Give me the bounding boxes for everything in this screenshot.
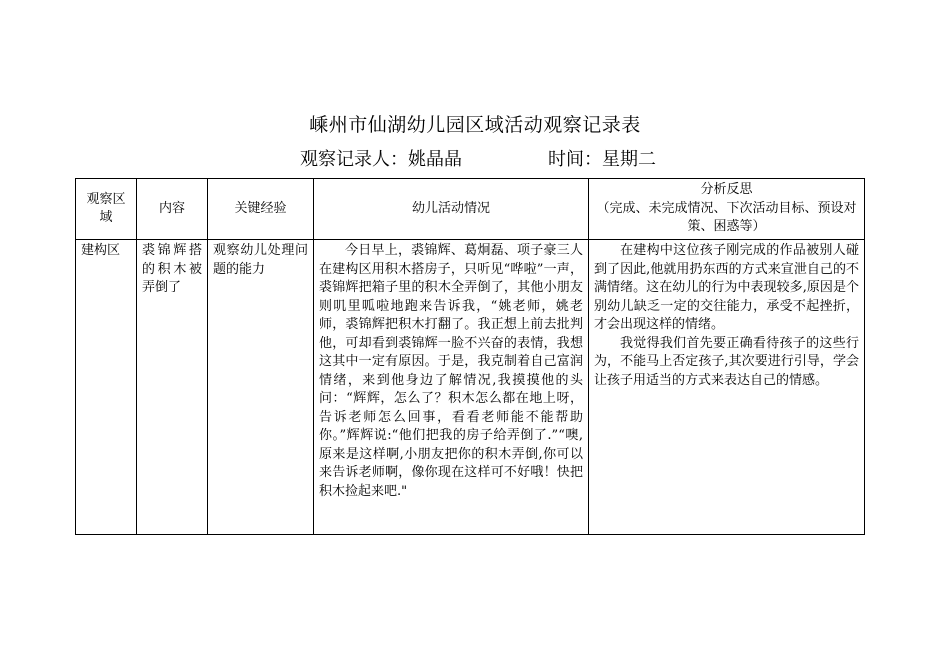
analysis-paragraph-1: 在建构中这位孩子刚完成的作品被别人碰到了因此,他就用扔东西的方式来宣泄自己的不满情绪。这在幼儿的行为中表现较多,原因是个别幼儿缺乏一定的交往能力，承受不起挫折，才会出现这样的情绪。: [594, 243, 859, 332]
cell-child-activity: [314, 240, 589, 535]
page-title: 嵊州市仙湖幼儿园区域活动观察记录表: [309, 114, 641, 136]
header-row: [76, 179, 865, 240]
analysis-paragraph-2: 我觉得我们首先要正确看待孩子的这些行为，不能马上否定孩子,其次要进行引导，学会让孩子用适当的方式来表达自己的情感。: [594, 335, 859, 388]
cell-key-experience: [208, 240, 314, 535]
header-analysis-subtitle: （完成、未完成情况、下次活动目标、预设对策、困惑等）: [596, 200, 857, 235]
cell-content-text: 裘锦辉搭的积木被弄倒了: [142, 243, 202, 295]
observation-table: [75, 178, 865, 535]
time-label: 时间：星期二: [548, 149, 656, 170]
cell-content: [137, 240, 208, 535]
cell-area: 建构区: [76, 240, 137, 535]
header-child-activity: 幼儿活动情况: [314, 179, 589, 240]
cell-analysis: [589, 240, 865, 535]
cell-key-experience-text: 观察幼儿处理问题的能力: [213, 243, 308, 277]
child-activity-text: 今日早上，裘锦辉、葛炯磊、项子豪三人在建构区用积木搭房子，只听见“哗啦”一声，裘锦辉把箱子里的积木全弄倒了，其他小朋友则叽里呱啦地跑来告诉我，“姚老师，姚老师，裘锦辉把积木打翻了。我正想上前去批判他，可却看到裘锦辉一脸不兴奋的表情，我想这其中一定有原因。于是，我克制着自己富润情绪，来到他身边了解情况,我摸摸他的头问：“辉辉，怎么了？积木怎么都在地上呀，告诉老师怎么回事，看看老师能不能帮助你。”辉辉说:“他们把我的房子给弄倒了.”“噢,原来是这样啊,小朋友把你的积木弄倒,你可以来告诉老师啊，像你现在这样可不好哦！快把积木捡起来吧.": [319, 243, 583, 499]
header-key-experience: 关键经验: [208, 179, 314, 240]
header-analysis: [589, 179, 865, 240]
header-content: 内容: [137, 179, 208, 240]
header-analysis-title: 分析反思: [700, 182, 753, 198]
table-row: [76, 240, 865, 535]
header-area: 观察区域: [76, 179, 137, 240]
recorder-label: 观察记录人：姚晶晶: [300, 149, 462, 170]
